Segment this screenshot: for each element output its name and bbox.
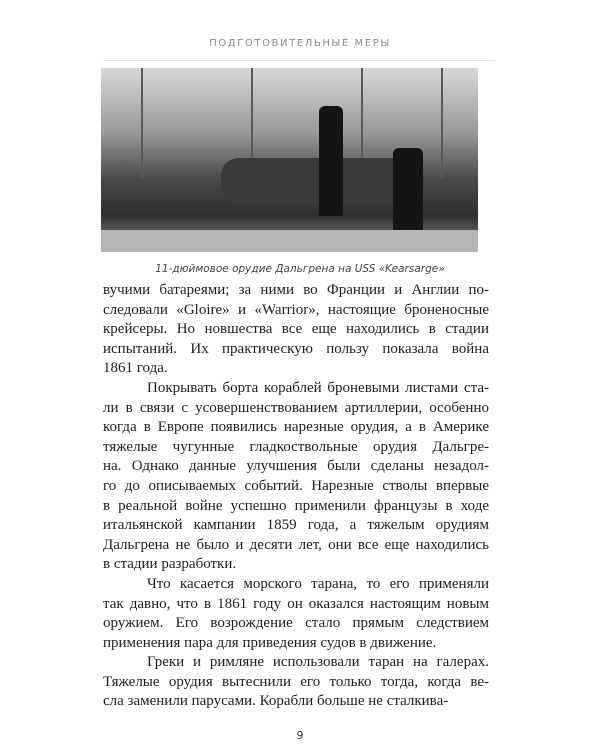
text-line: когда в Европе появились нарезные орудия, а в Америке <box>103 419 489 436</box>
text-line: Что касается морского тарана, то его применяли <box>147 575 489 592</box>
text-line: в реальной войне успешно применили французы в ходе <box>103 497 489 514</box>
text-line: Покрывать борта кораблей броневыми листами ста- <box>147 379 489 396</box>
text-line: на. Однако данные улучшения были сделаны незадол- <box>103 458 489 475</box>
text-line: тяжелые чугунные гладкоствольные орудия Дальгре- <box>103 438 489 455</box>
text-line: Дальгрена не было и десяти лет, они все еще находились <box>103 536 489 553</box>
paragraph <box>103 281 489 379</box>
paragraph <box>103 653 489 712</box>
text-line: оружием. Его возрождение стало прямым следствием <box>103 615 489 632</box>
text-line: применения пара для приведения судов в движение. <box>103 634 437 651</box>
running-header: ПОДГОТОВИТЕЛЬНЫЕ МЕРЫ <box>209 38 391 49</box>
text-line: ли в связи с усовершенствованием артиллерии, особенно <box>103 399 489 416</box>
text-line: сла заменили парусами. Корабли больше не сталкива- <box>103 693 449 710</box>
text-line: го до описываемых событий. Нарезные стволы впервые <box>103 477 489 494</box>
seated-officer-figure <box>393 148 423 238</box>
paragraph <box>103 575 489 653</box>
text-line: следовали «Gloire» и «Warrior», настоящие броненосные <box>103 301 489 318</box>
text-line: Греки и римляне использовали таран на галерах. <box>147 654 489 671</box>
officer-figure <box>319 106 343 216</box>
text-line: 1861 года. <box>103 360 168 377</box>
rigging-line <box>441 68 443 178</box>
header-divider <box>103 60 495 61</box>
rigging-line <box>141 68 143 178</box>
figure-caption: 11-дюймовое орудие Дальгрена на USS «Kearsarge» <box>155 263 445 275</box>
text-line: испытаний. Их практическую пользу показала война <box>103 340 489 357</box>
text-line: так давно, что в 1861 году он оказался настоящим новым <box>103 595 489 612</box>
text-line: в стадии разработки. <box>103 556 237 573</box>
text-line: вучими батареями; за ними во Франции и Англии по- <box>103 282 489 298</box>
figure-photo-dahlgren-gun <box>101 68 478 252</box>
text-line: крейсеры. Но новшества все еще находились в стадии <box>103 321 489 338</box>
text-line: итальянской кампании 1859 года, а тяжелым орудиям <box>103 517 489 534</box>
text-line: Тяжелые орудия вытеснили его только тогда, когда ве- <box>103 673 489 690</box>
ship-deck <box>101 230 478 252</box>
paragraph <box>103 379 489 575</box>
page-number: 9 <box>296 729 304 742</box>
body-text <box>103 281 489 712</box>
